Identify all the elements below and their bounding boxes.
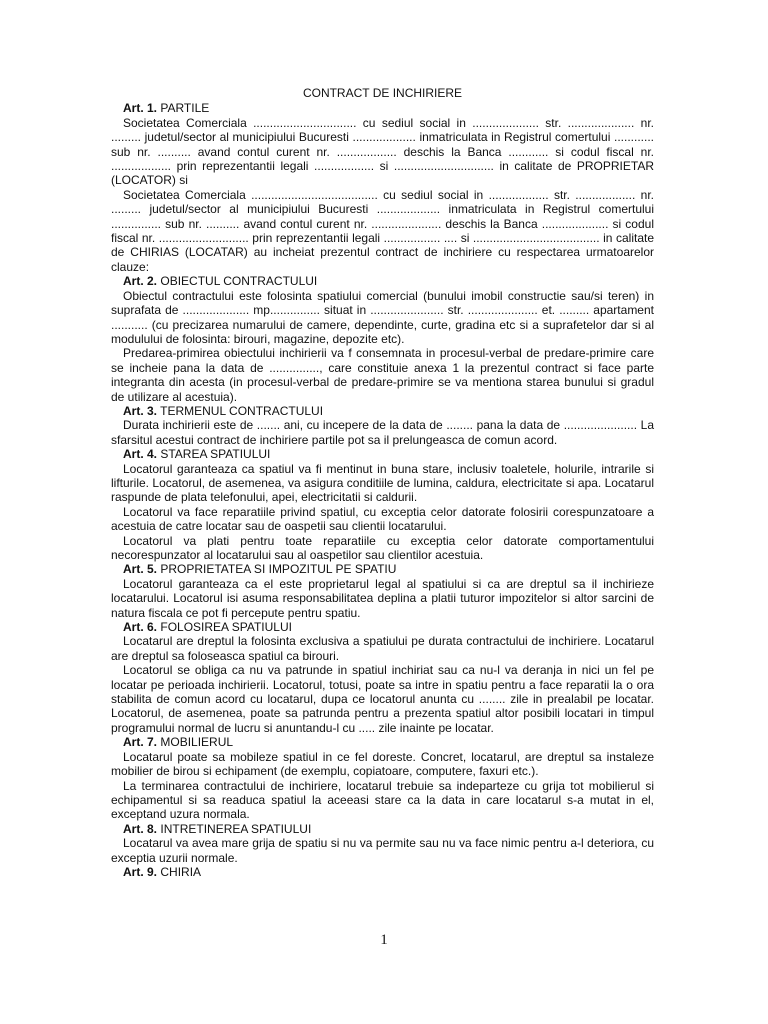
- article-number: Art. 5.: [123, 562, 158, 577]
- article-heading: [111, 822, 654, 836]
- article-title: TERMENUL CONTRACTULUI: [160, 403, 324, 418]
- article-number: Art. 3.: [123, 403, 158, 418]
- article-paragraph: Locatarul are dreptul la folosinta exclusiva a spatiului pe durata contractului de inchiriere. Locatarul are dreptul sa foloseasca spatiul ca birouri.: [111, 634, 654, 663]
- article-title: FOLOSIREA SPATIULUI: [160, 620, 292, 635]
- article-paragraph: Societatea Comerciala ...................................... cu sediul social in .................. str. .................. nr. ......... judetul/sector al municipiului Bucuresti ................... inmatriculata in Registrul comertului ............... sub nr. .......... avand contul curent nr. ..................... deschis la Banca .................... si codul fiscal nr. ........................... prin reprezentantii legali ................. .... si ...................................... in calitate de CHIRIAS (LOCATAR) au incheiat prezentul contract de inchiriere cu respectarea urmatoarelor clauze:: [111, 187, 654, 274]
- article-title: STAREA SPATIULUI: [160, 447, 271, 462]
- article-heading: [111, 620, 654, 634]
- article-number: Art. 4.: [123, 447, 158, 462]
- document-body: [111, 86, 654, 879]
- article-heading: [111, 562, 654, 576]
- article-heading: [111, 101, 654, 115]
- article-title: CHIRIA: [160, 864, 202, 879]
- article-number: Art. 2.: [123, 274, 158, 289]
- article-paragraph: Locatorul va plati pentru toate reparatiile cu exceptia celor datorate comportamentului necorespunzator al locatarului sau al oaspetilor sau clientilor acestuia.: [111, 533, 654, 562]
- article-heading: [111, 447, 654, 461]
- article-paragraph: La terminarea contractului de inchiriere, locatarul trebuie sa indeparteze cu grija tot mobilierul si echipamentul si sa readuca spatiul la aceeasi stare ca la data in care locatarul s-a mutat in el, exceptand uzura normala.: [111, 778, 654, 822]
- article-paragraph: Locatorul va face reparatiile privind spatiul, cu exceptia celor datorate folosirii corespunzatoare a acestuia de catre locatar sau de oaspetii sau clientii locatarului.: [111, 504, 654, 534]
- article-paragraph: Locatorul se obliga ca nu va patrunde in spatiul inchiriat sau ca nu-l va deranja in nici un fel pe locatar pe perioada inchirierii. Locatorul, totusi, poate sa intre in spatiu pentru a face reparatii la o ora stabilita de comun acord cu locatarul, dupa ce locatorul anunta cu ........ zile in prealabil pe locatar. Locatorul, de asemenea, poate sa patrunda pentru a prezenta spatiul altor posibili locatari in timpul programului normal de lucru si anuntandu-l cu ..... zile inainte pe locatar.: [111, 663, 654, 735]
- article-title: INTRETINEREA SPATIULUI: [160, 821, 312, 836]
- article-title: MOBILIERUL: [160, 735, 234, 750]
- article-heading: [111, 404, 654, 418]
- article-title: PROPRIETATEA SI IMPOZITUL PE SPATIU: [160, 562, 397, 577]
- article-heading: [111, 274, 654, 288]
- article-paragraph: Locatarul poate sa mobileze spatiul in ce fel doreste. Concret, locatarul, are dreptul sa instaleze mobilier de birou si echipament (de exemplu, copiatoare, computere, faxuri etc.).: [111, 749, 654, 779]
- article-heading: [111, 865, 654, 879]
- article-title: OBIECTUL CONTRACTULUI: [160, 274, 318, 289]
- article-paragraph: Locatorul garanteaza ca el este proprietarul legal al spatiului si ca are dreptul sa il inchirieze locatarului. Locatorul isi asuma responsabilitatea deplina a platii tuturor impozitelor si altor sarcini de natura fiscala ce pot fi percepute pentru spatiu.: [111, 576, 654, 620]
- article-number: Art. 9.: [123, 864, 158, 879]
- article-paragraph: Locatorul garanteaza ca spatiul va fi mentinut in buna stare, inclusiv toaletele, holurile, intrarile si lifturile. Locatorul, de asemenea, va asigura conditiile de lumina, caldura, electricitate si apa. Locatarul raspunde de plata telefonului, apei, electricitatii si caldurii.: [111, 461, 654, 505]
- article-number: Art. 7.: [123, 735, 158, 750]
- article-paragraph: Locatarul va avea mare grija de spatiu si nu va permite sau nu va face nimic pentru a-l deteriora, cu exceptia uzurii normale.: [111, 836, 654, 865]
- article-paragraph: Societatea Comerciala ............................... cu sediul social in .................... str. .................... nr. ......... judetul/sector al municipiului Bucuresti ................... inmatriculata in Registrul comertului ............ sub nr. .......... avand contul curent nr. .................. deschis la Banca ............ si codul fiscal nr. .................. prin reprezentantii legali .................. si .............................. in calitate de PROPRIETAR (LOCATOR) si: [111, 115, 654, 188]
- page-number: 1: [380, 932, 388, 948]
- article-number: Art. 1.: [123, 101, 158, 116]
- articles-container: [111, 101, 654, 879]
- document-title: CONTRACT DE INCHIRIERE: [302, 86, 463, 100]
- article-paragraph: Obiectul contractului este folosinta spatiului comercial (bunului imobil constructie sau/si teren) in suprafata de .................... mp............... situat in ...................... str. ..................... et. ......... apartament ........... (cu precizarea numarului de camere, dependinte, curte, gradina etc si a suprafetelor dar si al modulului de folosinta: birouri, magazine, depozite etc).: [111, 288, 654, 346]
- article-number: Art. 6.: [123, 620, 158, 635]
- article-paragraph: Durata inchirierii este de ....... ani, cu incepere de la data de ........ pana la data de ...................... La sfarsitul acestui contract de inchiriere partile pot sa il prelungeasca de comun acord.: [111, 418, 654, 447]
- article-number: Art. 8.: [123, 821, 158, 836]
- article-heading: [111, 735, 654, 749]
- article-title: PARTILE: [160, 101, 210, 116]
- article-paragraph: Predarea-primirea obiectului inchirierii va f consemnata in procesul-verbal de predare-primire care se incheie pana la data de ..............., care constituie anexa 1 la prezentul contract si face parte integranta din acesta (in procesul-verbal de predare-primire se va mentiona starea bunului si gradul de utilizare al acestuia).: [111, 346, 654, 404]
